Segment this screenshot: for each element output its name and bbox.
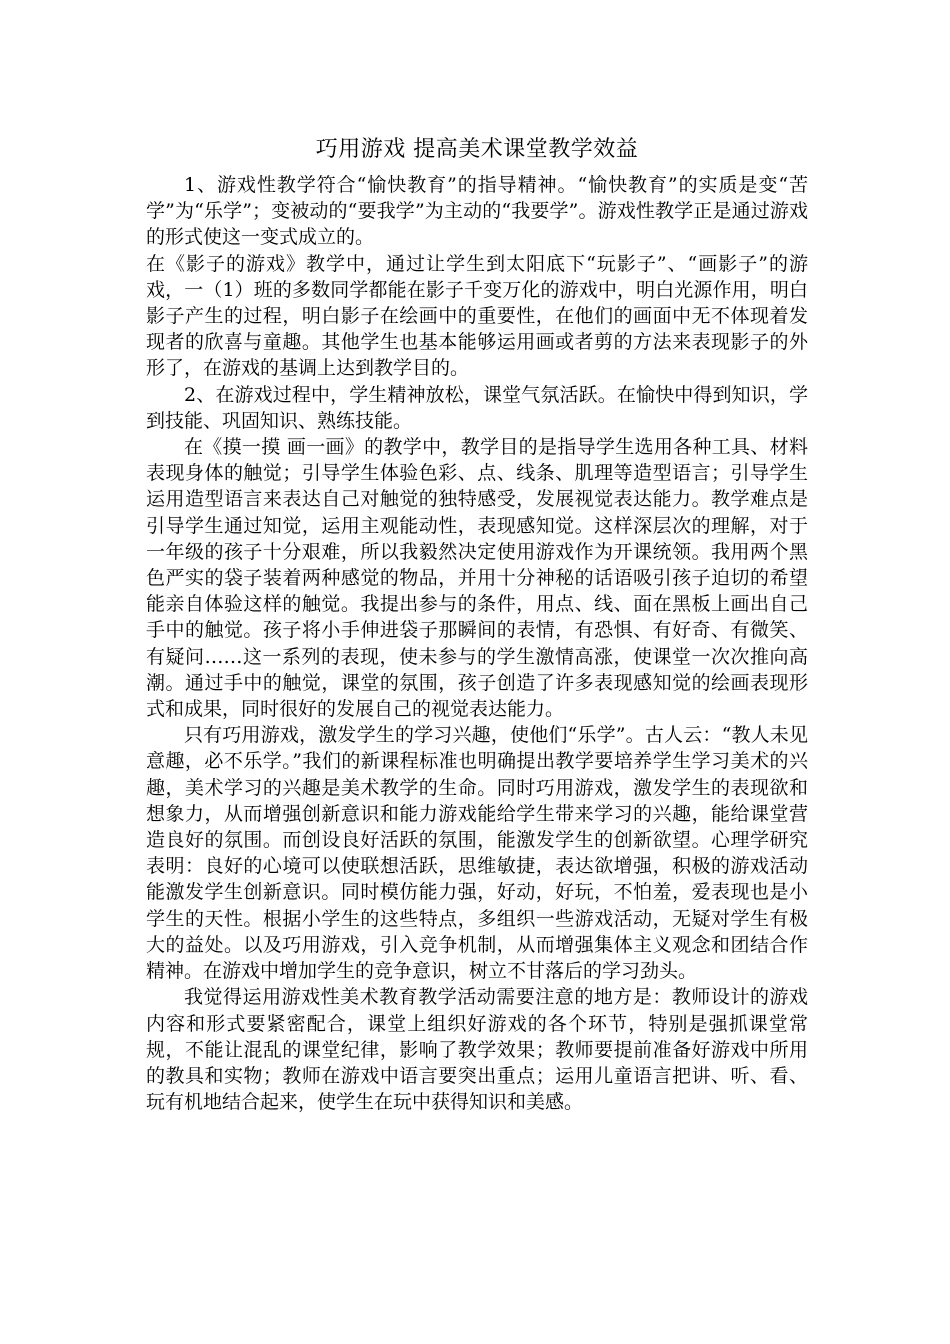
paragraph-3: 2、在游戏过程中，学生精神放松，课堂气氛活跃。在愉快中得到知识，学到技能、巩固知识、熟练技能。 <box>146 383 808 432</box>
document-page <box>146 134 808 1115</box>
paragraph-1: 1、游戏性教学符合“愉快教育”的指导精神。“愉快教育”的实质是变“苦学”为“乐学”；变被动的“要我学”为主动的“我要学”。游戏性教学正是通过游戏的形式使这一变式成立的。 <box>146 174 808 249</box>
paragraph-2: 在《影子的游戏》教学中，通过让学生到太阳底下“玩影子”、“画影子”的游戏，一（1）班的多数同学都能在影子千变万化的游戏中，明白光源作用，明白影子产生的过程，明白影子在绘画中的重要性，在他们的画面中无不体现着发现者的欣喜与童趣。其他学生也基本能够运用画或者剪的方法来表现影子的外形了，在游戏的基调上达到教学目的。 <box>146 252 808 380</box>
paragraph-5: 只有巧用游戏，激发学生的学习兴趣，使他们“乐学”。古人云：“教人未见意趣，必不乐学。”我们的新课程标准也明确提出教学要培养学生学习美术的兴趣，美术学习的兴趣是美术教学的生命。同时巧用游戏，激发学生的表现欲和想象力，从而增强创新意识和能力游戏能给学生带来学习的兴趣，能给课堂营造良好的氛围。而创设良好活跃的氛围，能激发学生的创新欲望。心理学研究表明：良好的心境可以使联想活跃，思维敏捷，表达欲增强，积极的游戏活动能激发学生创新意识。同时模仿能力强，好动，好玩，不怕羞，爱表现也是小学生的天性。根据小学生的这些特点，多组织一些游戏活动，无疑对学生有极大的益处。以及巧用游戏，引入竞争机制，从而增强集体主义观念和团结合作精神。在游戏中增加学生的竞争意识，树立不甘落后的学习劲头。 <box>146 724 808 983</box>
paragraph-6: 我觉得运用游戏性美术教育教学活动需要注意的地方是：教师设计的游戏内容和形式要紧密配合，课堂上组织好游戏的各个环节，特别是强抓课堂常规，不能让混乱的课堂纪律，影响了教学效果；教师要提前准备好游戏中所用的教具和实物；教师在游戏中语言要突出重点；运用儿童语言把讲、听、看、玩有机地结合起来，使学生在玩中获得知识和美感。 <box>146 986 808 1114</box>
paragraph-4: 在《摸一摸 画一画》的教学中，教学目的是指导学生选用各种工具、材料表现身体的触觉；引导学生体验色彩、点、线条、肌理等造型语言；引导学生运用造型语言来表达自己对触觉的独特感受，发展视觉表达能力。教学难点是引导学生通过知觉，运用主观能动性，表现感知觉。这样深层次的理解，对于一年级的孩子十分艰难，所以我毅然决定使用游戏作为开课统领。我用两个黑色严实的袋子装着两种感觉的物品，并用十分神秘的话语吸引孩子迫切的希望能亲自体验这样的触觉。我提出参与的条件，用点、线、面在黑板上画出自己手中的触觉。孩子将小手伸进袋子那瞬间的表情，有恐惧、有好奇、有微笑、有疑问……这一系列的表现，使未参与的学生激情高涨，使课堂一次次推向高潮。通过手中的触觉，课堂的氛围，孩子创造了许多表现感知觉的绘画表现形式和成果，同时很好的发展自己的视觉表达能力。 <box>146 436 808 721</box>
document-title: 巧用游戏 提高美术课堂教学效益 <box>315 137 639 162</box>
